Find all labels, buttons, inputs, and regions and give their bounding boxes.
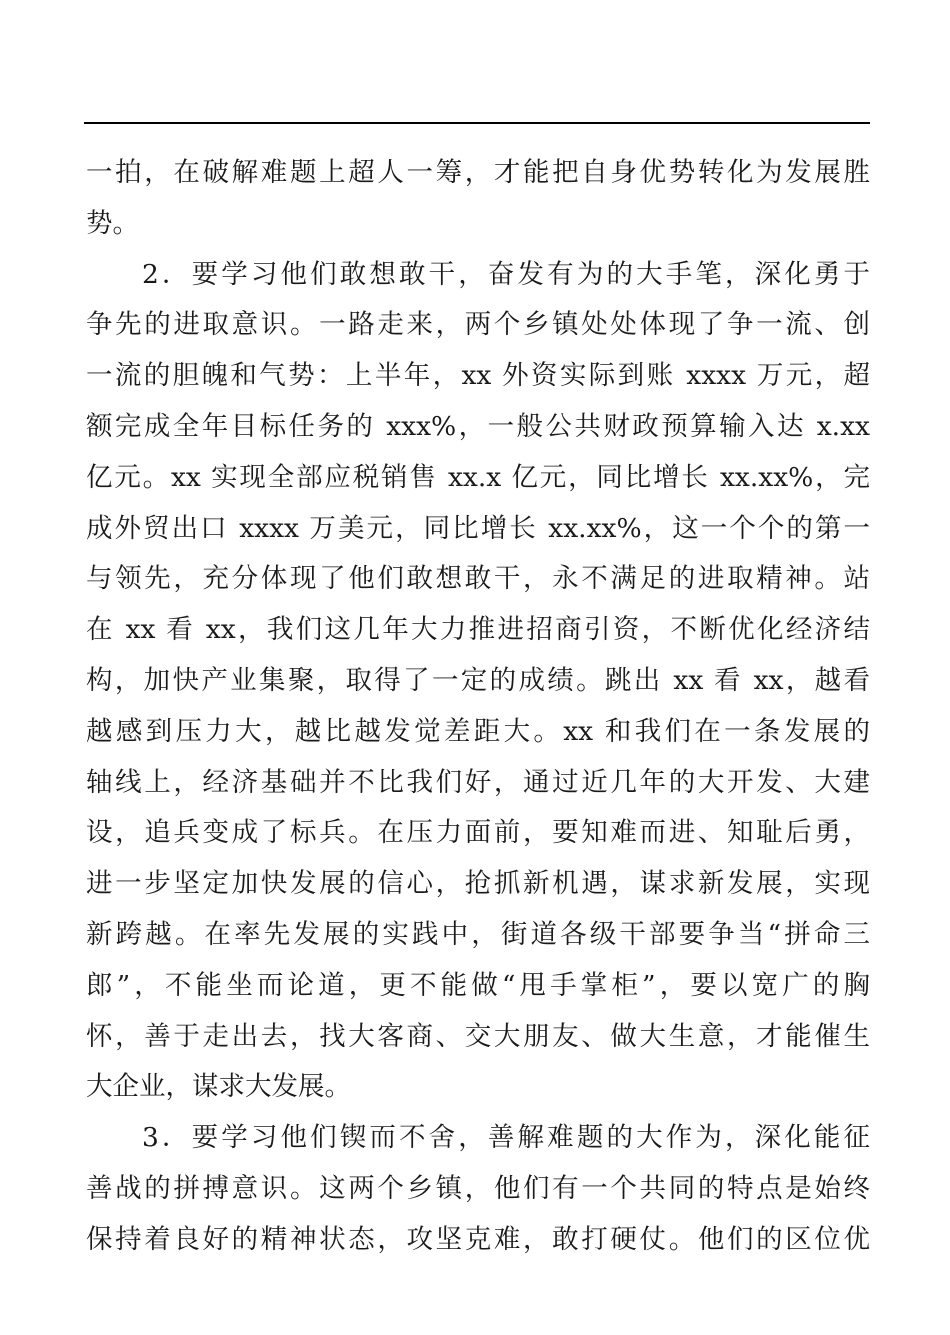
paragraph-start-line: 2．要学习他们敢想敢干，奋发有为的大手笔，深化勇于 (142, 258, 870, 290)
text-line: 进一步坚定加快发展的信心，抢抓新机遇，谋求新发展，实现 (86, 868, 870, 900)
paragraph-start-line: 3．要学习他们锲而不舍，善解难题的大作为，深化能征 (142, 1122, 870, 1154)
text-line: 亿元。xx 实现全部应税销售 xx.x 亿元，同比增长 xx.xx%，完 (86, 461, 870, 493)
text-line: 与领先，充分体现了他们敢想敢干，永不满足的进取精神。站 (86, 563, 870, 595)
text-line: 新跨越。在率先发展的实践中，街道各级干部要争当“拼命三 (86, 918, 870, 950)
text-line: 设，追兵变成了标兵。在压力面前，要知难而进、知耻后勇， (86, 817, 870, 849)
text-line: 怀，善于走出去，找大客商、交大朋友、做大生意，才能催生 (86, 1020, 870, 1052)
text-line: 成外贸出口 xxxx 万美元，同比增长 xx.xx%，这一个个的第一 (86, 512, 870, 544)
text-line: 势。 (86, 207, 139, 239)
text-line: 轴线上，经济基础并不比我们好，通过近几年的大开发、大建 (86, 766, 870, 798)
text-line: 越感到压力大，越比越发觉差距大。xx 和我们在一条发展的 (86, 715, 870, 747)
text-line: 一拍，在破解难题上超人一筹，才能把自身优势转化为发展胜 (86, 157, 870, 188)
text-line: 郎”，不能坐而论道，更不能做“甩手掌柜”，要以宽广的胸 (86, 969, 870, 1001)
text-line: 在 xx 看 xx，我们这几年大力推进招商引资，不断优化经济结 (86, 614, 870, 646)
text-line: 一流的胆魄和气势：上半年，xx 外资实际到账 xxxx 万元，超 (86, 360, 870, 392)
text-line: 构，加快产业集聚，取得了一定的成绩。跳出 xx 看 xx，越看 (86, 664, 870, 696)
text-line: 保持着良好的精神状态，攻坚克难，敢打硬仗。他们的区位优 (86, 1223, 870, 1255)
text-line: 大企业，谋求大发展。 (86, 1071, 351, 1103)
text-line: 额完成全年目标任务的 xxx%，一般公共财政预算输入达 x.xx (86, 410, 870, 442)
header-divider (84, 122, 870, 124)
text-line: 善战的拼搏意识。这两个乡镇，他们有一个共同的特点是始终 (86, 1172, 870, 1204)
text-line: 争先的进取意识。一路走来，两个乡镇处处体现了争一流、创 (86, 309, 870, 341)
document-body (86, 148, 870, 1266)
